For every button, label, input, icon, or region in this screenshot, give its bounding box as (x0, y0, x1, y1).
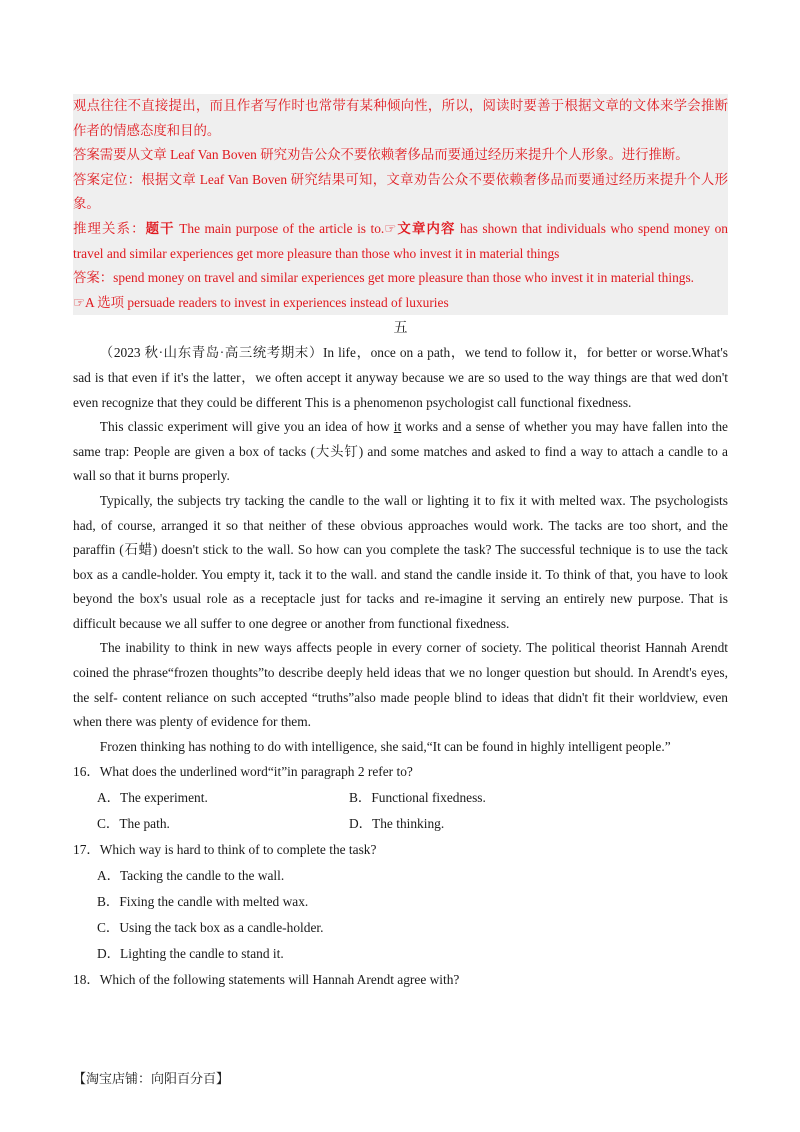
option-d: D．Lighting the candle to stand it. (97, 946, 284, 962)
analysis-option: ☞A 选项 persuade readers to invest in experiences instead of luxuries (73, 294, 449, 310)
option-a: A．The experiment. (97, 790, 208, 806)
question-16 (73, 759, 728, 837)
reasoning-bold-stem: 题干 (145, 220, 175, 236)
option-b: B．Fixing the candle with melted wax. (97, 894, 309, 910)
passage-paragraph-3: Typically, the subjects try tacking the candle to the wall or lighting it to fix it with melted wax. The psychologists had, of course, arranged it so that neither of these obvious approaches would work. The tacks are too short, and the paraffin (石蜡) doesn't stick to the wall. So how can you complete the task? The successful technique is to use the tack box as a candle-holder. You empty it, tack it to the wall. and stand the candle inside it. To think of that, you have to look beyond the box's usual role as a receptacle just for tacks and re-imagine it serving an entirely new purpose. That is difficult because we all suffer to one degree or another from functional fixedness. (73, 492, 728, 631)
section-number: 五 (393, 321, 408, 337)
analysis-line: 答案定位：根据文章 Leaf Van Boven 研究结果可知，文章劝告公众不要依赖奢侈品而要通过经历来提升个人形象。 (73, 171, 728, 212)
question-stem: 18．Which of the following statements will Hannah Arendt agree with? (73, 972, 460, 988)
option-c: C．The path. (97, 816, 170, 832)
question-stem: 16．What does the underlined word“it”in paragraph 2 refer to? (73, 764, 413, 780)
analysis-answer: 答案：spend money on travel and similar experiences get more pleasure than those who invest it in material things. (73, 270, 695, 286)
reasoning-text: The main purpose of the article is to.☞ (174, 220, 397, 236)
question-stem: 17．Which way is hard to think of to complete the task? (73, 842, 377, 858)
analysis-line: 答案需要从文章 Leaf Van Boven 研究劝告公众不要依赖奢侈品而要通过经历来提升个人形象。进行推断。 (73, 147, 689, 163)
option-c: C．Using the tack box as a candle-holder. (97, 920, 324, 936)
paragraph-text: This classic experiment will give you an idea of how (99, 419, 394, 435)
document-page (73, 94, 728, 993)
question-18 (73, 967, 728, 993)
reasoning-bold-content: 文章内容 (396, 220, 456, 236)
passage-paragraph-2 (73, 415, 728, 489)
passage-paragraph-5: Frozen thinking has nothing to do with intelligence, she said,“It can be found in highly intelligent people.” (99, 738, 671, 754)
analysis-line: 观点往往不直接提出，而且作者写作时也常带有某种倾向性，所以，阅读时要善于根据文章的文体来学会推断作者的情感态度和目的。 (73, 98, 728, 138)
footer-shop-label: 【淘宝店铺：向阳百分百】 (73, 1072, 230, 1087)
option-b: B．Functional fixedness. (349, 790, 486, 806)
underlined-word: it (393, 419, 402, 435)
reasoning-label: 推理关系： (73, 220, 146, 236)
answer-analysis-block (73, 94, 728, 315)
option-d: D．The thinking. (349, 816, 445, 832)
option-a: A．Tacking the candle to the wall. (97, 868, 285, 884)
options (73, 785, 728, 837)
reading-passage (73, 341, 728, 759)
reasoning-text: has shown that individuals who spend money on travel and similar experiences get more pleasure than those who invest it in material things (73, 220, 728, 261)
passage-paragraph-1: （2023 秋·山东青岛·高三统考期末）In life，once on a path，we tend to follow it，for better or worse.What's sad is that even if it's the latter，we often accept it anyway because we are so used to the way things are that wed don't even recognize that they could be different This is a phenomenon psychologist call functional fixedness. (73, 345, 728, 410)
analysis-reasoning (73, 217, 728, 266)
passage-paragraph-4: The inability to think in new ways affects people in every corner of society. The political theorist Hannah Arendt coined the phrase“frozen thoughts”to describe deeply held ideas that we no longer question but should. In Arendt's eyes, the self- content reliance on such accepted “truths”also made people blind to ideas that didn't fit their worldview, even when there was plenty of evidence for them. (73, 640, 728, 730)
paragraph-text: works and a sense of whether you may have fallen into the same trap: People are given a box of tacks (大头钉) and some matches and asked to find a way to attach a candle to a wall so that it burns properly. (73, 419, 728, 484)
question-17 (73, 837, 728, 967)
